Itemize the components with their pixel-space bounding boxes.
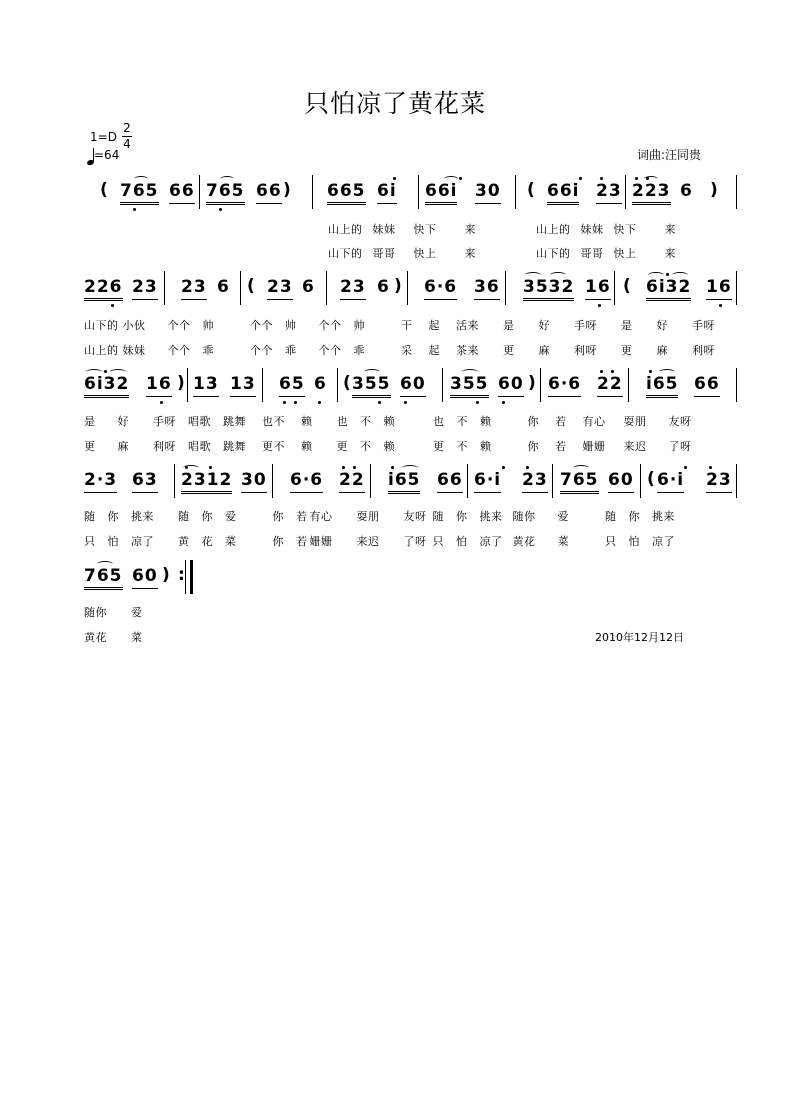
octave-dot <box>526 466 529 469</box>
octave-dot <box>294 401 297 404</box>
slur-mark <box>220 176 234 182</box>
bar-line <box>312 175 313 209</box>
bar-line <box>640 464 641 498</box>
note-group: 665 <box>327 181 366 205</box>
octave-dot <box>209 466 212 469</box>
slur-mark <box>550 272 566 278</box>
note-group: 23 <box>267 277 293 300</box>
lyrics-line: 只 怕 凉了 黄 花 菜 你 若 姗姗 来迟 了呀 只 怕 凉了 黄花 菜 只 怕 凉了 <box>84 535 675 548</box>
slur-mark <box>648 272 664 278</box>
meter-bottom: 4 <box>123 137 131 151</box>
slur-mark <box>86 369 102 375</box>
octave-dot <box>104 370 107 373</box>
note-group: 6·i <box>474 470 501 493</box>
lyrics-line: 是 好 手呀 唱歌 跳舞 也不 赖 也 不 赖 也 不 赖 你 若 有心 耍朋 友呀 <box>84 415 692 428</box>
note-group: 23 <box>522 470 548 493</box>
note-group: 23 <box>706 470 732 493</box>
bar-line <box>272 464 273 498</box>
tempo-value: =64 <box>94 148 120 162</box>
bar-line <box>407 271 408 305</box>
note-group: i65 <box>388 470 420 494</box>
slur-mark <box>97 561 113 567</box>
note-group: 65 <box>279 374 305 397</box>
note-group: 30 <box>241 470 267 493</box>
note-group: 60 <box>498 374 524 397</box>
note-group: 66 <box>694 374 720 397</box>
song-title: 只怕凉了黄花菜 <box>303 89 486 118</box>
octave-dot <box>185 466 188 469</box>
octave-dot <box>404 401 407 404</box>
note-group: 6·6 <box>424 277 457 300</box>
lyrics-line: 随你 爱 <box>84 606 143 619</box>
lyrics-line: 山上的 妹妹 个个 乖 个个 乖 个个 乖 采 起 茶来 更 麻 利呀 更 麻 利呀 <box>84 344 715 357</box>
octave-dot <box>600 177 603 180</box>
bar-line <box>467 464 468 498</box>
note-group: ( <box>527 180 535 200</box>
bar-line <box>736 175 737 209</box>
bar-line <box>174 464 175 498</box>
note-group: ( <box>100 180 108 200</box>
note-group: 765 <box>84 566 123 590</box>
bar-line <box>199 175 200 209</box>
note-group: 66i <box>547 181 579 205</box>
lyrics-line: 随 你 挑来 随 你 爱 你 若 有心 耍朋 友呀 随 你 挑来 随你 爱 随 你 挑来 <box>84 510 675 523</box>
slur-mark <box>659 369 675 375</box>
bar-line <box>736 271 737 305</box>
quarter-note-icon <box>93 148 94 162</box>
note-group: 6i32 <box>84 374 129 398</box>
octave-dot <box>342 466 345 469</box>
note-group: 6·6 <box>290 470 323 493</box>
octave-dot <box>635 177 638 180</box>
note-group: ) <box>162 565 170 585</box>
octave-dot <box>646 177 649 180</box>
time-signature <box>122 121 132 152</box>
note-group: 765 <box>120 181 159 205</box>
bar-line <box>262 368 263 402</box>
bar-line <box>540 368 541 402</box>
bar-line <box>736 368 737 402</box>
slur-mark <box>364 369 380 375</box>
note-group: 23 <box>132 277 158 300</box>
note-group: 6 <box>314 374 327 394</box>
note-group: 13 <box>230 374 256 397</box>
octave-dot <box>649 370 652 373</box>
note-group: 6·i <box>657 470 684 493</box>
note-group: 6 <box>302 277 315 297</box>
bar-line <box>370 464 371 498</box>
bar-line <box>326 271 327 305</box>
tempo-mark <box>87 148 119 162</box>
note-group: 36 <box>474 277 500 300</box>
slur-mark <box>444 176 458 182</box>
note-group: 6 <box>217 277 230 297</box>
octave-dot <box>600 370 603 373</box>
note-group: 223 <box>632 181 671 205</box>
bar-line <box>337 368 338 402</box>
note-group: 16 <box>146 374 172 397</box>
note-group: ( <box>343 373 351 393</box>
note-group: 23 <box>340 277 366 300</box>
note-group: 63 <box>132 470 158 493</box>
bar-line <box>442 368 443 402</box>
octave-dot <box>598 304 601 307</box>
octave-dot <box>353 466 356 469</box>
repeat-sign: : <box>178 565 185 585</box>
note-group: ( <box>247 276 255 296</box>
bar-line <box>515 175 516 209</box>
slur-mark <box>134 176 148 182</box>
note-group: 66i <box>425 181 457 205</box>
octave-dot <box>459 177 462 180</box>
bar-line <box>736 464 737 498</box>
octave-dot <box>684 466 687 469</box>
note-group: ( <box>623 276 631 296</box>
bar-line <box>505 271 506 305</box>
bar-line <box>552 464 553 498</box>
note-group: 3532 <box>523 277 574 301</box>
lyrics-line: 更 麻 利呀 唱歌 跳舞 更不 赖 更 不 赖 更 不 赖 你 若 姗姗 来迟 了呀 <box>84 440 692 453</box>
octave-dot <box>393 177 396 180</box>
note-group: 23 <box>181 277 207 300</box>
bar-line <box>187 368 188 402</box>
octave-dot <box>391 466 394 469</box>
slur-mark <box>402 465 418 471</box>
bar-line <box>628 368 629 402</box>
note-group: ( <box>647 469 655 489</box>
key-signature: 1=D <box>90 130 117 144</box>
note-group: 6i32 <box>646 277 691 301</box>
octave-dot <box>611 370 614 373</box>
note-group: 66 <box>437 470 463 493</box>
note-group: 30 <box>475 181 501 204</box>
lyrics-line: 山下的 小伙 个个 帅 个个 帅 个个 帅 干 起 活来 是 好 手呀 是 好 手呀 <box>84 319 715 332</box>
lyrics-line: 山上的 妹妹 快下 来 山上的 妹妹 快下 来 <box>328 223 676 236</box>
octave-dot <box>476 401 479 404</box>
date-stamp: 2010年12月12日 <box>595 631 684 644</box>
bar-line <box>164 271 165 305</box>
slur-mark <box>672 272 688 278</box>
note-group: 60 <box>132 566 158 589</box>
octave-dot <box>579 177 582 180</box>
bar-line <box>625 175 626 209</box>
note-group: 22 <box>339 470 365 493</box>
note-group: 765 <box>206 181 245 205</box>
octave-dot <box>666 273 669 276</box>
octave-dot <box>318 401 321 404</box>
note-group: i65 <box>646 374 678 398</box>
bar-line <box>240 271 241 305</box>
note-group: 60 <box>400 374 426 397</box>
note-group: ) <box>710 180 718 200</box>
octave-dot <box>219 208 222 211</box>
note-group: 6 <box>377 277 390 297</box>
octave-dot <box>160 401 163 404</box>
octave-dot <box>111 304 114 307</box>
octave-dot <box>283 401 286 404</box>
octave-dot <box>502 401 505 404</box>
bar-line <box>418 175 419 209</box>
slur-mark <box>462 369 478 375</box>
note-group: 765 <box>560 470 599 494</box>
octave-dot <box>502 466 505 469</box>
note-group: ) <box>283 180 291 200</box>
note-group: 355 <box>450 374 489 398</box>
note-group: 16 <box>585 277 611 300</box>
meter-top: 2 <box>123 121 131 135</box>
final-bar-line <box>185 560 193 594</box>
note-group: 226 <box>84 277 123 301</box>
slur-mark <box>525 272 541 278</box>
lyrics-line: 黄花 菜 <box>84 631 143 644</box>
octave-dot <box>378 401 381 404</box>
slur-mark <box>573 465 589 471</box>
note-group: 22 <box>597 374 623 397</box>
bar-line <box>614 271 615 305</box>
note-group: 23 <box>596 181 622 204</box>
note-group: ) <box>177 373 185 393</box>
note-group: 2·3 <box>84 470 117 493</box>
note-group: 6 <box>680 181 693 201</box>
note-group: 6·6 <box>548 374 581 397</box>
note-group: 60 <box>608 470 634 493</box>
lyrics-line: 山下的 哥哥 快上 来 山下的 哥哥 快上 来 <box>328 247 676 260</box>
octave-dot <box>133 208 136 211</box>
slur-mark <box>110 369 126 375</box>
note-group: 16 <box>706 277 732 300</box>
note-group: ) <box>528 373 536 393</box>
note-group: 355 <box>352 374 391 398</box>
credits: 词曲:汪同贵 <box>637 148 702 162</box>
note-group: 66 <box>169 181 195 204</box>
note-group: 66 <box>256 181 282 204</box>
note-group: ) <box>394 276 402 296</box>
note-group: 2312 <box>181 470 232 494</box>
note-group: 6i <box>377 181 397 204</box>
octave-dot <box>719 304 722 307</box>
note-group: 13 <box>193 374 219 397</box>
octave-dot <box>709 466 712 469</box>
